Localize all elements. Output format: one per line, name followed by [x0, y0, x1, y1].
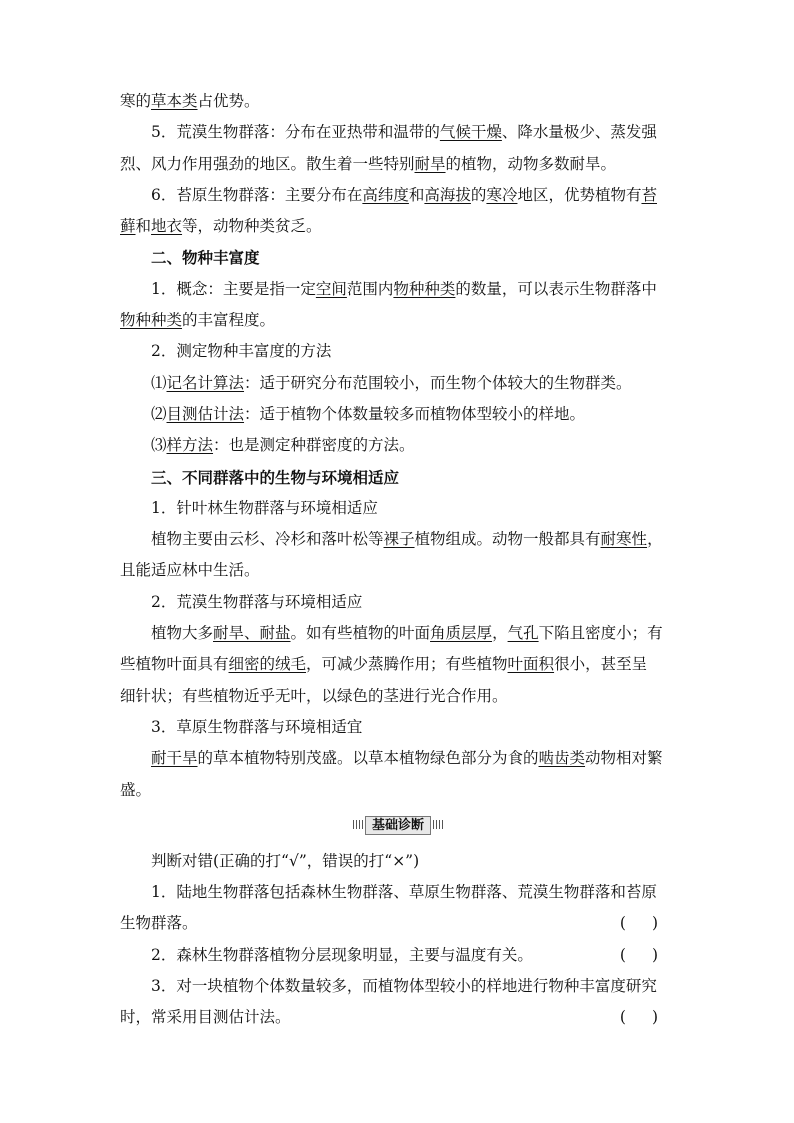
- key-term: 耐旱、耐盐: [213, 624, 291, 643]
- key-term: 啮齿类: [538, 749, 586, 768]
- paragraph-desert-community: 5．荒漠生物群落：分布在亚热带和温带的气候干燥、降水量极少、蒸发强: [151, 123, 657, 142]
- key-term: 苔: [641, 185, 657, 204]
- paragraph-tundra-community: 6．苔原生物群落：主要分布在高纬度和高海拔的寒冷地区，优势植物有苔: [151, 185, 657, 204]
- text-line: 烈、风力作用强劲的地区。散生着一些特别耐旱的植物，动物多数耐旱。: [120, 154, 617, 173]
- text-line: 寒的草本类占优势。: [120, 92, 260, 110]
- key-term: 物种种类: [393, 279, 456, 298]
- subheading-desert: 2．荒漠生物群落与环境相适应: [151, 592, 363, 611]
- paragraph-desert: 植物大多耐旱、耐盐。如有些植物的叶面角质层厚，气孔下陷且密度小；有: [151, 624, 663, 643]
- section-heading-species-richness: 二、物种丰富度: [151, 248, 260, 268]
- key-term: 角质层厚: [430, 624, 493, 643]
- key-term: 物种种类: [120, 311, 183, 330]
- banner-label: 基础诊断: [365, 816, 431, 835]
- text-line: 藓和地衣等，动物种类贫乏。: [120, 217, 322, 236]
- key-term: 样方法: [166, 436, 214, 455]
- answer-blank[interactable]: ( ): [619, 945, 658, 964]
- question-1-cont: 生物群落。 ( ): [120, 908, 676, 939]
- text-line: 且能适应林中生活。: [120, 561, 260, 580]
- document-page: [120, 86, 676, 1034]
- paragraph-grassland: 耐干旱的草本植物特别茂盛。以草本植物绿色部分为食的啮齿类动物相对繁: [151, 749, 663, 768]
- key-term: 空间: [315, 279, 347, 298]
- key-term: 高海拔: [424, 185, 471, 204]
- key-term: 裸子: [383, 530, 415, 549]
- text-line: 物种种类的丰富程度。: [120, 311, 276, 330]
- text-line: 盛。: [120, 780, 152, 799]
- subheading-methods: 2．测定物种丰富度的方法: [151, 342, 332, 361]
- key-term: 细密的绒毛: [228, 655, 307, 674]
- subheading-coniferous: 1．针叶林生物群落与环境相适应: [151, 498, 378, 517]
- key-term: 气孔: [507, 624, 539, 643]
- judge-instruction: 判断对错(正确的打“√”，错误的打“×”): [151, 851, 420, 870]
- key-term: 耐干旱: [151, 749, 198, 768]
- answer-blank[interactable]: ( ): [619, 914, 658, 933]
- question-3: 3．对一块植物个体数量较多，而植物体型较小的样地进行物种丰富度研究: [151, 977, 657, 996]
- key-term: 草本类: [151, 92, 198, 110]
- paragraph-concept: 1．概念：主要是指一定空间范围内物种种类的数量，可以表示生物群落中: [151, 279, 657, 298]
- question-2: 2．森林生物群落植物分层现象明显，主要与温度有关。 ( ): [120, 940, 676, 971]
- question-1: 1．陆地生物群落包括森林生物群落、草原生物群落、荒漠生物群落和苔原: [151, 883, 657, 902]
- key-term: 记名计算法: [166, 373, 245, 392]
- text-line: 些植物叶面具有细密的绒毛，可减少蒸腾作用；有些植物叶面积很小，甚至呈: [120, 655, 648, 674]
- method-item-3: ⑶样方法：也是测定种群密度的方法。: [151, 436, 415, 455]
- key-term: 耐寒性: [600, 530, 648, 549]
- key-term: 地衣: [151, 217, 183, 236]
- section-heading-adaptation: 三、不同群落中的生物与环境相适应: [151, 467, 400, 487]
- key-term: 高纬度: [362, 185, 409, 204]
- key-term: 气候干燥: [439, 123, 502, 142]
- subheading-grassland: 3．草原生物群落与环境相适宜: [151, 717, 363, 736]
- method-item-1: ⑴记名计算法：适于研究分布范围较小，而生物个体较大的生物群类。: [151, 373, 632, 392]
- section-banner: [120, 808, 676, 844]
- method-item-2: ⑵目测估计法：适于植物个体数量较多而植物体型较小的样地。: [151, 404, 586, 423]
- key-term: 叶面积: [507, 655, 555, 674]
- question-3-cont: 时，常采用目测估计法。 ( ): [120, 1002, 676, 1033]
- key-term: 耐旱: [414, 154, 446, 173]
- text-line: 细针状；有些植物近乎无叶，以绿色的茎进行光合作用。: [120, 686, 508, 705]
- key-term: 藓: [120, 217, 136, 236]
- key-term: 目测估计法: [166, 404, 245, 423]
- key-term: 寒冷: [486, 185, 518, 204]
- answer-blank[interactable]: ( ): [619, 1008, 658, 1027]
- paragraph-coniferous: 植物主要由云杉、冷杉和落叶松等裸子植物组成。动物一般都具有耐寒性，: [151, 530, 663, 549]
